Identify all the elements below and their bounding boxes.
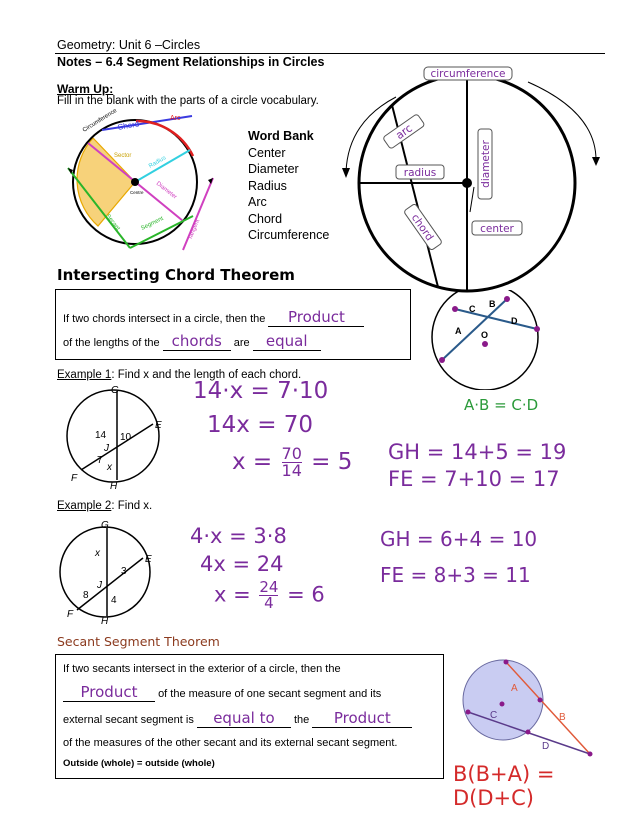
ex1-numerator: 70 bbox=[281, 444, 302, 463]
blank-product: Product bbox=[268, 308, 364, 327]
example2-label: Example 2 bbox=[57, 500, 112, 512]
point-dot bbox=[588, 752, 593, 757]
label-3: 3 bbox=[121, 566, 127, 577]
ex1-fraction bbox=[282, 446, 302, 479]
page-title: Notes – 6.4 Segment Relationships in Circles bbox=[57, 55, 325, 69]
blank-product-2: Product bbox=[312, 709, 412, 728]
label-tangent: Tangent bbox=[187, 218, 202, 241]
label-h: H bbox=[101, 616, 109, 624]
ex1-work-line2: 14x = 70 bbox=[207, 412, 314, 438]
point-dot bbox=[538, 698, 543, 703]
label-c: C bbox=[490, 710, 498, 721]
point-dot bbox=[452, 306, 458, 312]
secant-line4: of the measures of the other secant and its external secant segment. bbox=[63, 737, 398, 749]
ex2-work-line1: 4·x = 3·8 bbox=[190, 524, 287, 548]
example2-diagram bbox=[55, 518, 165, 624]
label-e: E bbox=[155, 420, 162, 431]
ex1-work-line3 bbox=[232, 446, 352, 479]
chord-theorem-line2 bbox=[63, 332, 321, 351]
label-centre: Centre bbox=[130, 190, 144, 195]
secant-diagram bbox=[458, 654, 618, 758]
label-o: O bbox=[481, 330, 489, 340]
center-o-dot bbox=[482, 341, 488, 347]
secant-line5: Outside (whole) = outside (whole) bbox=[63, 758, 215, 769]
answer-center: center bbox=[480, 223, 514, 235]
chord-cd bbox=[455, 309, 537, 329]
secant-line2 bbox=[63, 683, 381, 702]
chord-text: If two chords intersect in a circle, then the bbox=[63, 313, 266, 325]
point-dot bbox=[439, 357, 445, 363]
label-7: 7 bbox=[97, 455, 103, 466]
chord-theorem-box bbox=[55, 289, 411, 360]
label-a: A bbox=[455, 326, 462, 336]
label-arc: Arc bbox=[170, 115, 181, 122]
label-sector: Sector bbox=[114, 153, 132, 159]
label-b: B bbox=[489, 299, 496, 309]
word-bank-item: Chord bbox=[248, 211, 283, 226]
header-rule bbox=[55, 53, 605, 54]
ex1-x-equals: x = bbox=[232, 449, 280, 475]
warmup-instructions: Fill in the blank with the parts of a circle vocabulary. bbox=[57, 95, 319, 107]
example1-label: Example 1 bbox=[57, 369, 112, 381]
chord-text: of the lengths of the bbox=[63, 337, 160, 349]
word-bank-item: Center bbox=[248, 145, 286, 160]
label-segment: Segment bbox=[140, 215, 165, 232]
chord-theorem-line1 bbox=[63, 308, 364, 327]
word-bank-item: Radius bbox=[248, 178, 287, 193]
chord-circle bbox=[432, 290, 538, 390]
chord-fe bbox=[77, 558, 143, 610]
warmup-heading: Warm Up: bbox=[57, 82, 114, 96]
answer-arc: arc bbox=[393, 121, 415, 143]
blank-product: Product bbox=[63, 683, 155, 702]
point-dot bbox=[466, 710, 471, 715]
word-bank-item: Diameter bbox=[248, 162, 299, 176]
secant-text: the bbox=[293, 714, 310, 726]
label-f: F bbox=[67, 609, 74, 620]
label-g: G bbox=[111, 385, 119, 396]
secant-text: external secant segment is bbox=[63, 714, 194, 726]
word-bank-item: Arc bbox=[248, 195, 267, 209]
label-14: 14 bbox=[95, 430, 107, 441]
secant-text: of the measure of one secant segment and its bbox=[158, 688, 382, 700]
course-title: Geometry: Unit 6 –Circles bbox=[57, 38, 201, 52]
secant-line3 bbox=[63, 709, 412, 728]
arrow-down-icon bbox=[342, 168, 350, 178]
ex2-circle bbox=[60, 527, 150, 617]
secant-circle bbox=[463, 660, 543, 740]
ex2-numerator: 24 bbox=[259, 578, 279, 596]
example2-heading bbox=[57, 500, 152, 512]
answer-radius: radius bbox=[403, 167, 437, 179]
answer-chord: chord bbox=[408, 211, 436, 244]
example2-prompt: : Find x. bbox=[111, 500, 153, 512]
label-h: H bbox=[110, 481, 118, 490]
chord-theorem-title: Intersecting Chord Theorem bbox=[57, 266, 295, 284]
label-4: 4 bbox=[111, 595, 117, 606]
point-dot bbox=[504, 296, 510, 302]
answer-diameter: diameter bbox=[480, 140, 492, 188]
ex2-length-gh: GH = 6+4 = 10 bbox=[380, 527, 538, 551]
label-x: x bbox=[107, 462, 112, 473]
point-dot bbox=[504, 660, 509, 665]
label-j: J bbox=[97, 580, 102, 591]
secant-line1: If two secants intersect in the exterior of a circle, then the bbox=[63, 663, 341, 675]
ex2-result: = 6 bbox=[280, 582, 325, 607]
center-dot bbox=[462, 178, 472, 188]
ex2-fraction bbox=[259, 580, 278, 611]
label-g: G bbox=[101, 520, 109, 531]
chord-formula: A·B = C·D bbox=[464, 396, 539, 414]
label-d: D bbox=[511, 316, 518, 326]
label-10: 10 bbox=[120, 432, 132, 443]
ex1-denominator: 14 bbox=[281, 461, 302, 480]
label-secant: Secant bbox=[104, 213, 121, 232]
label-e: E bbox=[145, 554, 152, 565]
label-b: B bbox=[559, 712, 566, 723]
blank-equal-to: equal to bbox=[197, 709, 291, 728]
radius-line bbox=[135, 150, 190, 182]
arc-line bbox=[136, 121, 193, 156]
secant-theorem-box bbox=[55, 654, 444, 779]
word-bank bbox=[248, 128, 329, 244]
answer-circumference: circumference bbox=[430, 68, 506, 80]
vocab-circle-diagram bbox=[338, 62, 618, 294]
ex2-x-equals: x = bbox=[214, 582, 258, 607]
chord-text: are bbox=[233, 337, 250, 349]
centre-dot bbox=[131, 178, 139, 186]
label-diameter: Diameter bbox=[154, 180, 178, 201]
secant-theorem-title: Secant Segment Theorem bbox=[57, 634, 220, 649]
example1-prompt: : Find x and the length of each chord. bbox=[111, 369, 302, 381]
label-circumference: Circumference bbox=[81, 108, 119, 134]
label-x: x bbox=[95, 548, 100, 559]
arc-right-arrow bbox=[528, 82, 596, 160]
point-dot bbox=[534, 326, 540, 332]
center-pointer bbox=[470, 187, 474, 212]
ex2-work-line2: 4x = 24 bbox=[200, 552, 284, 576]
circle-parts-diagram bbox=[58, 108, 228, 258]
secant-formula: B(B+A) = D(D+C) bbox=[453, 762, 555, 810]
ex2-denominator: 4 bbox=[264, 594, 274, 612]
label-j: J bbox=[104, 443, 109, 454]
ex1-length-fe: FE = 7+10 = 17 bbox=[388, 467, 560, 491]
blank-equal: equal bbox=[253, 332, 321, 351]
label-a: A bbox=[511, 683, 518, 694]
ex1-circle bbox=[67, 390, 159, 482]
ex2-work-line3 bbox=[214, 580, 325, 611]
chord-theorem-diagram bbox=[425, 290, 555, 390]
sector-shape bbox=[77, 138, 135, 226]
label-8: 8 bbox=[83, 590, 89, 601]
center-dot bbox=[500, 702, 505, 707]
arrow-down-icon bbox=[592, 157, 600, 166]
example1-diagram bbox=[55, 382, 175, 490]
point-dot bbox=[526, 730, 531, 735]
label-c: C bbox=[469, 304, 476, 314]
word-bank-item: Circumference bbox=[248, 228, 330, 242]
label-d: D bbox=[542, 741, 550, 752]
blank-chords: chords bbox=[163, 332, 231, 351]
label-f: F bbox=[71, 473, 78, 484]
label-radius: Radius bbox=[148, 155, 168, 170]
ex1-length-gh: GH = 14+5 = 19 bbox=[388, 440, 567, 464]
label-chord: Chord bbox=[116, 119, 140, 132]
ex2-length-fe: FE = 8+3 = 11 bbox=[380, 563, 531, 587]
ex1-work-line1: 14·x = 7·10 bbox=[193, 378, 329, 404]
ex1-result: = 5 bbox=[303, 449, 353, 475]
word-bank-title: Word Bank bbox=[248, 129, 314, 143]
